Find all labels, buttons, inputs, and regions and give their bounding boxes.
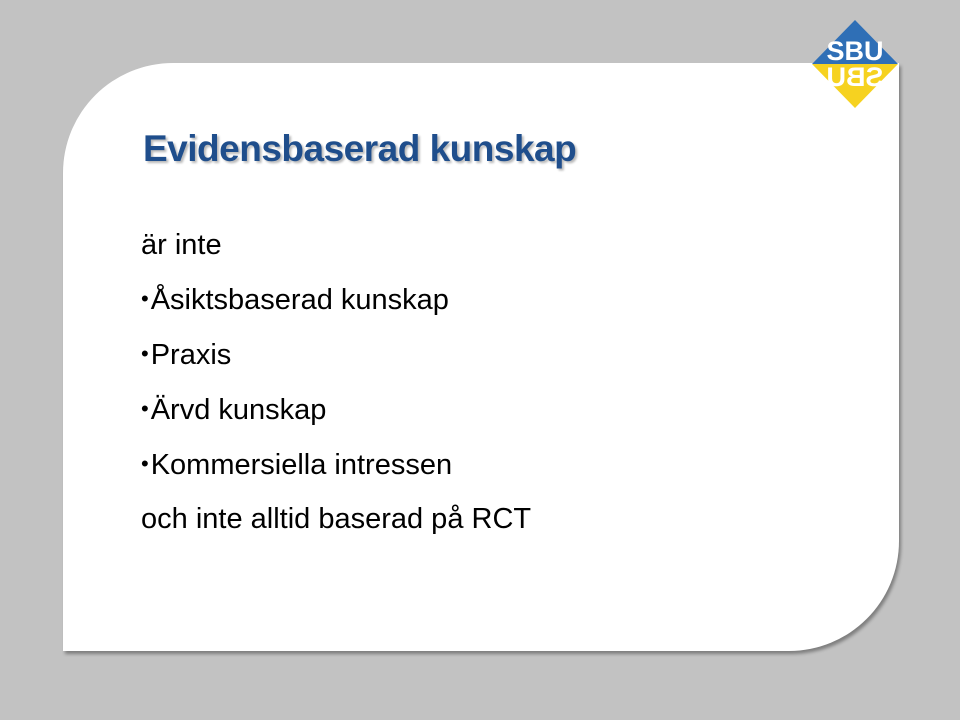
bullet-text: Praxis xyxy=(150,339,232,371)
bullet-icon: • xyxy=(141,451,149,476)
bullet-icon: • xyxy=(141,396,149,421)
intro-text: är inte xyxy=(141,229,222,261)
slide-body xyxy=(141,218,531,546)
bullet-text: Kommersiella intressen xyxy=(150,449,453,481)
bullet-item xyxy=(141,272,531,327)
logo-text-top: SBU xyxy=(826,36,884,66)
bullet-text: Ärvd kunskap xyxy=(150,394,327,426)
bullet-item xyxy=(141,437,531,492)
bullet-item xyxy=(141,327,531,382)
logo-text-bottom: SBU xyxy=(826,62,884,92)
bullet-text: Åsiktsbaserad kunskap xyxy=(150,284,449,316)
bullet-item xyxy=(141,382,531,437)
bullet-icon: • xyxy=(141,286,149,311)
bullet-icon: • xyxy=(141,341,149,366)
closing-text: och inte alltid baserad på RCT xyxy=(141,503,532,535)
slide-title: Evidensbaserad kunskap xyxy=(143,128,577,169)
sbu-logo-icon xyxy=(810,18,900,110)
